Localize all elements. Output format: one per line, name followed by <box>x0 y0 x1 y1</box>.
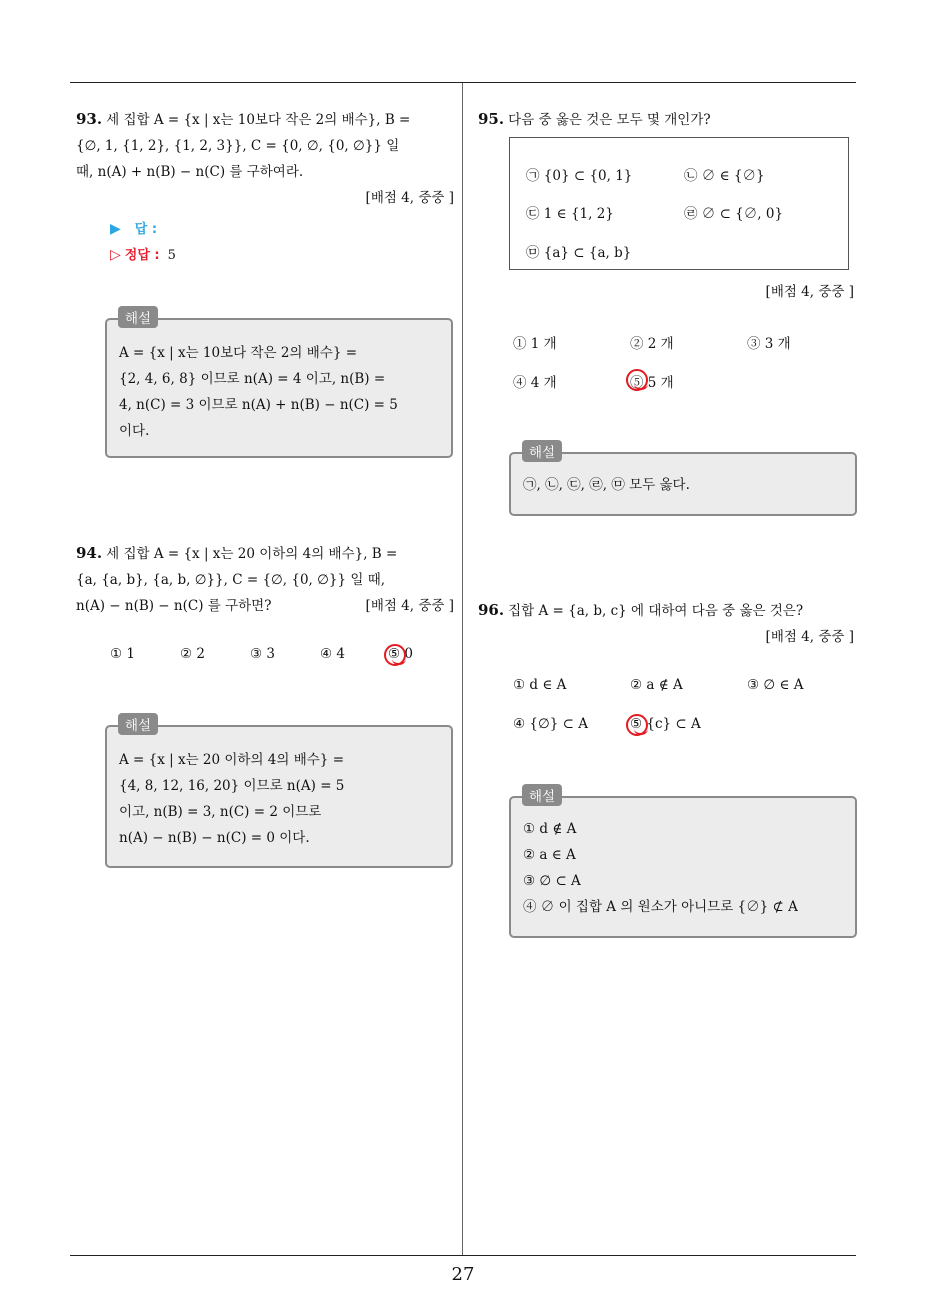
answer-row <box>110 218 157 237</box>
statements-box <box>509 137 849 270</box>
solution-text: {4, 8, 12, 16, 20} 이므로 n(A) = 5 <box>119 778 345 794</box>
option-1[interactable]: ① 1 <box>110 646 135 662</box>
correct-answer-row <box>110 244 176 263</box>
option-2[interactable]: ② 2 개 <box>630 336 674 352</box>
solution-text: 이다. <box>119 423 150 439</box>
solution-tag: 해설 <box>522 784 562 806</box>
solution-text: A = {x | x는 10보다 작은 2의 배수} = <box>119 345 358 361</box>
statement-3: ㉢ 1 ∈ {1, 2} <box>526 206 614 222</box>
question-number: 94. <box>76 544 103 562</box>
answer-circle-tail <box>392 653 406 665</box>
bottom-rule <box>70 1255 856 1256</box>
score-difficulty: [배점 4, 중중 ] <box>365 598 454 614</box>
solution-text: ③ ∅ ⊂ A <box>523 873 581 889</box>
solution-text: ① d ∉ A <box>523 821 577 837</box>
solution-text: 4, n(C) = 3 이므로 n(A) + n(B) − n(C) = 5 <box>119 397 398 413</box>
problem-96 <box>478 597 854 650</box>
column-divider <box>462 83 463 1255</box>
solution-text: ④ ∅ 이 집합 A 의 원소가 아니므로 {∅} ⊄ A <box>523 899 798 915</box>
question-text: 세 집합 A = {x | x는 10보다 작은 2의 배수}, B = <box>106 112 411 128</box>
option-5[interactable]: ⑤ 0 <box>388 646 413 662</box>
problem-95 <box>478 106 854 133</box>
question-text: 때, n(A) + n(B) − n(C) 를 구하여라. <box>76 164 304 180</box>
question-number: 96. <box>478 601 505 619</box>
question-text: 집합 A = {a, b, c} 에 대하여 다음 중 옳은 것은? <box>508 603 804 619</box>
question-text: 다음 중 옳은 것은 모두 몇 개인가? <box>508 112 711 128</box>
solution-tag: 해설 <box>522 440 562 462</box>
question-number: 93. <box>76 110 103 128</box>
option-3[interactable]: ③ 3 개 <box>747 336 791 352</box>
solution-box-95 <box>509 452 857 516</box>
correct-answer-label: 정답 : <box>124 248 160 263</box>
solution-tag: 해설 <box>118 713 158 735</box>
solution-tag: 해설 <box>118 306 158 328</box>
page-number: 27 <box>451 1264 475 1285</box>
option-1[interactable]: ① 1 개 <box>513 336 557 352</box>
option-3[interactable]: ③ ∅ ∈ A <box>747 677 804 693</box>
option-4[interactable]: ④ 4 <box>320 646 345 662</box>
question-text: n(A) − n(B) − n(C) 를 구하면? <box>76 598 272 614</box>
solution-text: {2, 4, 6, 8} 이므로 n(A) = 4 이고, n(B) = <box>119 371 386 387</box>
problem-94 <box>76 540 454 619</box>
solution-text: ② a ∈ A <box>523 847 576 863</box>
statement-2: ㉡ ∅ ∈ {∅} <box>684 168 765 184</box>
option-3[interactable]: ③ 3 <box>250 646 275 662</box>
statement-4: ㉣ ∅ ⊂ {∅, 0} <box>684 206 784 222</box>
option-1[interactable]: ① d ∈ A <box>513 677 567 693</box>
question-number: 95. <box>478 110 505 128</box>
answer-circle-tail <box>634 378 648 390</box>
statement-1: ㉠ {0} ⊂ {0, 1} <box>526 168 633 184</box>
statement-5: ㉤ {a} ⊂ {a, b} <box>526 245 632 261</box>
score-difficulty: [배점 4, 중중 ] <box>765 284 854 300</box>
score-difficulty: [배점 4, 중중 ] <box>765 629 854 645</box>
option-4[interactable]: ④ 4 개 <box>513 375 557 391</box>
option-2[interactable]: ② 2 <box>180 646 205 662</box>
option-5[interactable]: ⑤ {c} ⊂ A <box>630 716 701 732</box>
option-5[interactable]: ⑤ 5 개 <box>630 375 674 391</box>
top-rule <box>70 82 856 83</box>
option-4[interactable]: ④ {∅} ⊂ A <box>513 716 588 732</box>
solution-box-96 <box>509 796 857 938</box>
solution-box-94 <box>105 725 453 868</box>
score-difficulty-95 <box>478 279 854 305</box>
solution-text: A = {x | x는 20 이하의 4의 배수} = <box>119 752 345 768</box>
outline-triangle-icon: ▷ <box>110 247 121 263</box>
score-difficulty: [배점 4, 중중 ] <box>365 190 454 206</box>
question-text: 세 집합 A = {x | x는 20 이하의 4의 배수}, B = <box>106 546 398 562</box>
correct-answer-value: 5 <box>167 248 176 263</box>
answer-circle-tail <box>634 723 648 735</box>
play-triangle-icon: ▶ <box>110 221 121 237</box>
question-text: {∅, 1, {1, 2}, {1, 2, 3}}, C = {0, ∅, {0, ∅}} 일 <box>76 138 400 154</box>
option-2[interactable]: ② a ∉ A <box>630 677 683 693</box>
problem-93 <box>76 106 454 211</box>
question-text: {a, {a, b}, {a, b, ∅}}, C = {∅, {0, ∅}} 일 때, <box>76 572 386 588</box>
solution-text: ㉠, ㉡, ㉢, ㉣, ㉤ 모두 옳다. <box>523 477 690 493</box>
solution-text: 이고, n(B) = 3, n(C) = 2 이므로 <box>119 804 322 820</box>
answer-label: 답 : <box>134 222 158 237</box>
solution-text: n(A) − n(B) − n(C) = 0 이다. <box>119 830 310 846</box>
solution-box-93 <box>105 318 453 458</box>
